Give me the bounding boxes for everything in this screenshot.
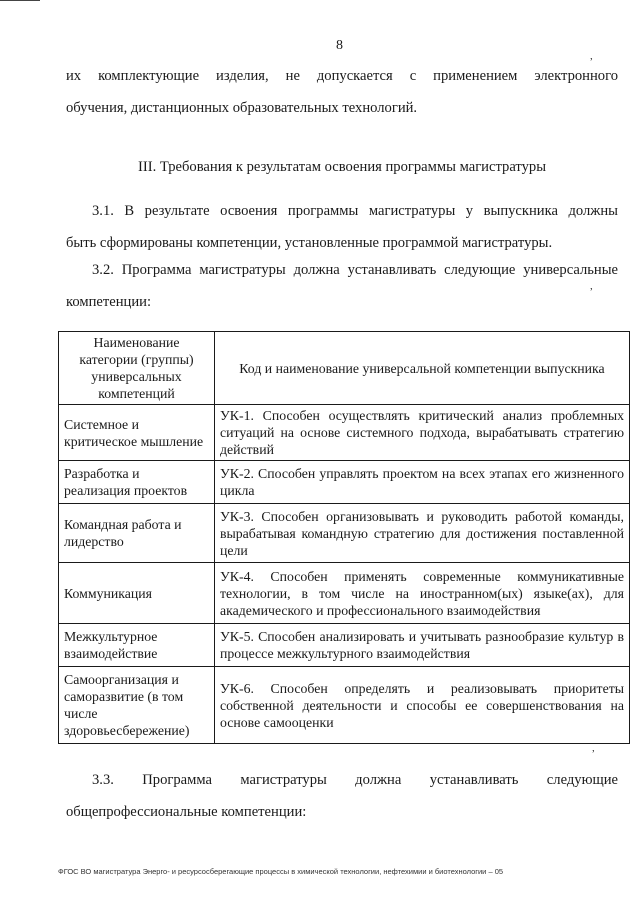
header-competence: Код и наименование универсальной компетенции выпускника — [215, 332, 630, 405]
scan-edge-line — [0, 0, 40, 1]
competence-cell: УК-6. Способен определять и реализовывать приоритеты собственной деятельности и способы ее совершенствования на основе самооценки — [215, 667, 630, 744]
table-row — [59, 405, 630, 461]
paragraph-continuation — [66, 60, 618, 124]
scan-mark: , — [590, 280, 593, 292]
category-cell: Самоорганизация и саморазвитие (в том числе здоровьесбережение) — [59, 667, 215, 744]
text-line: 3.1. В результате освоения программы магистратуры у выпускника должны — [92, 203, 618, 219]
competence-cell: УК-3. Способен организовывать и руководить работой команды, вырабатывая командную стратегию для достижения поставленной цели — [215, 504, 630, 563]
text-line: быть сформированы компетенции, установленные программой магистратуры. — [66, 235, 553, 251]
category-cell: Командная работа и лидерство — [59, 504, 215, 563]
category-cell: Системное и критическое мышление — [59, 405, 215, 461]
text-line: 3.3. Программа магистратуры должна устанавливать следующие — [92, 772, 618, 788]
page-number: 8 — [336, 38, 343, 53]
text-line: 3.2. Программа магистратуры должна устанавливать следующие универсальные — [92, 262, 618, 278]
competence-cell: УК-1. Способен осуществлять критический анализ проблемных ситуаций на основе системного подхода, вырабатывать стратегию действий — [215, 405, 630, 461]
text-line: обучения, дистанционных образовательных технологий. — [66, 100, 418, 116]
scan-mark: , — [592, 742, 595, 754]
table-header-row — [59, 332, 630, 405]
category-cell: Коммуникация — [59, 563, 215, 624]
category-cell: Межкультурное взаимодействие — [59, 624, 215, 667]
table-row — [59, 624, 630, 667]
text-line: компетенции: — [66, 294, 152, 310]
text-line: их комплектующие изделия, не допускается с применением электронного — [66, 68, 618, 84]
page-footer: ФГОС ВО магистратура Энерго- и ресурсосберегающие процессы в химической технологии, нефтехимии и биотехнологии – 05 — [58, 867, 504, 876]
paragraph-3-3 — [66, 764, 618, 828]
competence-cell: УК-4. Способен применять современные коммуникативные технологии, в том числе на иностранном(ых) языке(ах), для академического и профессионального взаимодействия — [215, 563, 630, 624]
table-row — [59, 563, 630, 624]
section-heading: III. Требования к результатам освоения программы магистратуры — [137, 159, 547, 175]
text-line: общепрофессиональные компетенции: — [66, 804, 307, 820]
competencies-table — [58, 331, 630, 744]
table-row — [59, 667, 630, 744]
table-row — [59, 504, 630, 563]
category-cell: Разработка и реализация проектов — [59, 461, 215, 504]
paragraph-3-2 — [66, 254, 618, 318]
competence-cell: УК-5. Способен анализировать и учитывать разнообразие культур в процессе межкультурного взаимодействия — [215, 624, 630, 667]
paragraph-3-1 — [66, 195, 618, 259]
table-row — [59, 461, 630, 504]
scan-mark: , — [590, 50, 593, 62]
competence-cell: УК-2. Способен управлять проектом на всех этапах его жизненного цикла — [215, 461, 630, 504]
header-category: Наименование категории (группы) универсальных компетенций — [59, 332, 215, 405]
